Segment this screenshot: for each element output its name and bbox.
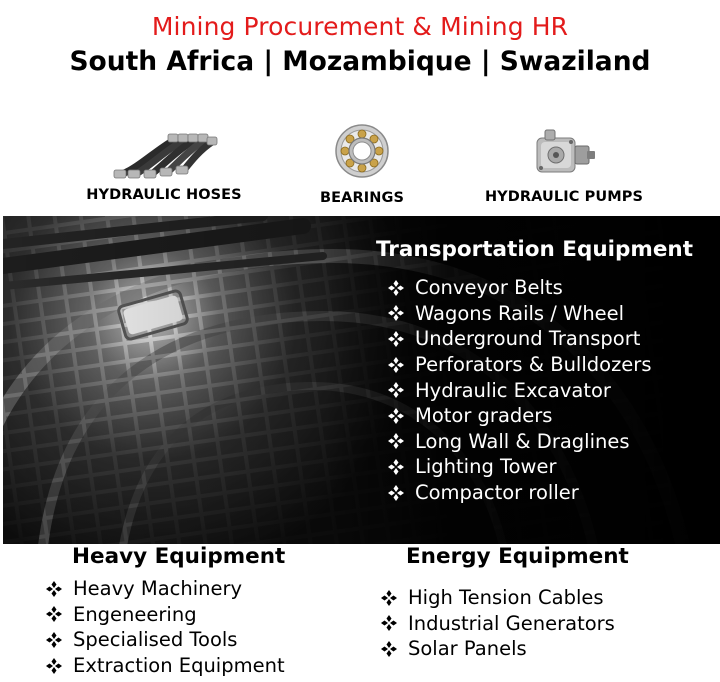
list-item-label: Specialised Tools bbox=[73, 628, 238, 652]
hydraulic-pump-icon bbox=[531, 124, 597, 180]
product-label: HYDRAULIC PUMPS bbox=[484, 189, 644, 205]
list-item bbox=[388, 454, 652, 480]
list-item bbox=[46, 602, 285, 628]
list-item-label: Long Wall & Draglines bbox=[415, 429, 630, 453]
list-item bbox=[381, 611, 615, 637]
list-item-label: Compactor roller bbox=[415, 481, 579, 505]
list-item-label: Hydraulic Excavator bbox=[415, 378, 611, 402]
diamond-bullet-icon bbox=[381, 590, 397, 606]
heavy-equipment-title: Heavy Equipment bbox=[72, 544, 286, 569]
list-item-label: Lighting Tower bbox=[415, 455, 557, 479]
heavy-equipment-list bbox=[46, 576, 285, 678]
list-item bbox=[388, 429, 652, 455]
list-item bbox=[46, 653, 285, 679]
regions-heading: South Africa | Mozambique | Swaziland bbox=[69, 46, 651, 77]
diamond-bullet-icon bbox=[388, 408, 404, 424]
list-item-label: Perforators & Bulldozers bbox=[415, 353, 652, 377]
diamond-bullet-icon bbox=[46, 632, 62, 648]
list-item-label: Underground Transport bbox=[415, 327, 641, 351]
list-item bbox=[381, 636, 615, 662]
diamond-bullet-icon bbox=[46, 581, 62, 597]
diamond-bullet-icon bbox=[388, 485, 404, 501]
list-item-label: Conveyor Belts bbox=[415, 276, 563, 300]
list-item bbox=[388, 275, 652, 301]
diamond-bullet-icon bbox=[388, 459, 404, 475]
list-item-label: Engeneering bbox=[73, 602, 197, 626]
diamond-bullet-icon bbox=[381, 641, 397, 657]
page-title: Mining Procurement & Mining HR bbox=[151, 12, 569, 41]
product-label: HYDRAULIC HOSES bbox=[86, 187, 242, 203]
product-bearings bbox=[302, 122, 422, 206]
diamond-bullet-icon bbox=[388, 331, 404, 347]
list-item bbox=[46, 627, 285, 653]
list-item bbox=[388, 301, 652, 327]
product-hydraulic-hoses bbox=[84, 128, 244, 203]
energy-equipment-title: Energy Equipment bbox=[406, 544, 629, 569]
list-item-label: High Tension Cables bbox=[408, 586, 604, 610]
diamond-bullet-icon bbox=[388, 433, 404, 449]
diamond-bullet-icon bbox=[46, 658, 62, 674]
list-item-label: Wagons Rails / Wheel bbox=[415, 301, 625, 325]
diamond-bullet-icon bbox=[388, 305, 404, 321]
list-item bbox=[46, 576, 285, 602]
product-label: BEARINGS bbox=[319, 190, 405, 206]
list-item bbox=[388, 326, 652, 352]
list-item bbox=[388, 403, 652, 429]
list-item-label: Motor graders bbox=[415, 404, 553, 428]
list-item bbox=[388, 352, 652, 378]
diamond-bullet-icon bbox=[388, 382, 404, 398]
diamond-bullet-icon bbox=[381, 615, 397, 631]
list-item-label: Heavy Machinery bbox=[73, 577, 243, 601]
diamond-bullet-icon bbox=[46, 606, 62, 622]
list-item bbox=[388, 377, 652, 403]
bearing-icon bbox=[333, 122, 391, 180]
list-item bbox=[388, 480, 652, 506]
list-item-label: Extraction Equipment bbox=[73, 654, 285, 678]
list-item-label: Industrial Generators bbox=[408, 611, 615, 635]
list-item-label: Solar Panels bbox=[408, 637, 527, 661]
hydraulic-hoses-icon bbox=[108, 128, 220, 180]
list-item bbox=[381, 585, 615, 611]
transportation-title: Transportation Equipment bbox=[376, 237, 693, 262]
diamond-bullet-icon bbox=[388, 357, 404, 373]
product-hydraulic-pumps bbox=[482, 124, 646, 205]
diamond-bullet-icon bbox=[388, 280, 404, 296]
transportation-list bbox=[388, 275, 652, 505]
energy-equipment-list bbox=[381, 585, 615, 662]
